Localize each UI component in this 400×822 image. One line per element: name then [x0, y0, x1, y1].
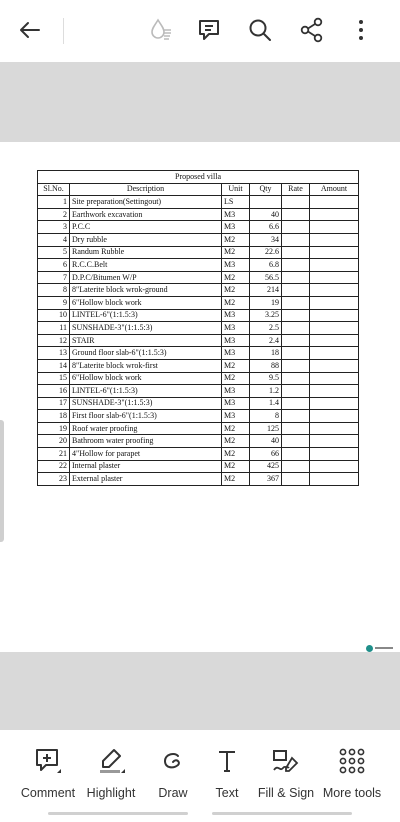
col-header-rate: Rate [282, 183, 310, 196]
cell-qty: 34 [250, 233, 282, 246]
cell-unit: M3 [222, 385, 250, 398]
cell-rate [282, 221, 310, 234]
cell-qty: 3.25 [250, 309, 282, 322]
cell-slno: 17 [38, 397, 70, 410]
scanner-logo-icon [366, 645, 373, 652]
cell-amount [310, 284, 359, 297]
cell-unit: M2 [222, 359, 250, 372]
table-row [38, 208, 359, 221]
table-row [38, 385, 359, 398]
cell-amount [310, 460, 359, 473]
cell-unit: M3 [222, 208, 250, 221]
cell-description: 6"Hollow block work [70, 296, 222, 309]
page-gap-bottom [0, 652, 400, 730]
cell-unit: M3 [222, 347, 250, 360]
cell-rate [282, 397, 310, 410]
cell-qty: 40 [250, 208, 282, 221]
cell-qty: 8 [250, 410, 282, 423]
cell-description: STAIR [70, 334, 222, 347]
table-row [38, 246, 359, 259]
cell-slno: 20 [38, 435, 70, 448]
col-header-qty: Qty [250, 183, 282, 196]
cell-rate [282, 259, 310, 272]
cell-qty: 18 [250, 347, 282, 360]
cell-unit: M3 [222, 397, 250, 410]
cell-description: 8"Laterite block wrok-ground [70, 284, 222, 297]
cell-slno: 23 [38, 473, 70, 486]
fill-sign-icon [248, 744, 324, 778]
table-row [38, 221, 359, 234]
cell-description: Bathroom water proofing [70, 435, 222, 448]
cell-rate [282, 347, 310, 360]
cell-qty: 40 [250, 435, 282, 448]
cell-rate [282, 296, 310, 309]
cell-description: LINTEL-6"(1:1.5:3) [70, 309, 222, 322]
liquid-mode-icon[interactable] [145, 14, 177, 46]
cell-slno: 8 [38, 284, 70, 297]
comment-tool-label: Comment [20, 786, 76, 800]
table-row [38, 233, 359, 246]
cell-description: D.P.C/Bitumen W/P [70, 271, 222, 284]
cell-amount [310, 359, 359, 372]
cell-unit: LS [222, 196, 250, 209]
nav-indicator-left [48, 812, 188, 815]
fill-sign-tool-label: Fill & Sign [257, 786, 315, 800]
cell-description: SUNSHADE-3"(1:1.5:3) [70, 322, 222, 335]
cell-qty [250, 196, 282, 209]
more-tools-label: More tools [322, 786, 382, 800]
cell-description: Ground floor slab-6"(1:1.5:3) [70, 347, 222, 360]
cell-amount [310, 322, 359, 335]
cell-rate [282, 422, 310, 435]
cell-unit: M3 [222, 410, 250, 423]
cell-amount [310, 208, 359, 221]
cell-qty: 88 [250, 359, 282, 372]
cell-unit: M2 [222, 422, 250, 435]
toolbar-divider [63, 18, 64, 44]
cell-rate [282, 435, 310, 448]
document-page[interactable] [0, 142, 400, 652]
cell-rate [282, 473, 310, 486]
cell-qty: 9.5 [250, 372, 282, 385]
cell-amount [310, 347, 359, 360]
cell-amount [310, 448, 359, 461]
scanner-watermark [366, 644, 393, 652]
cell-qty: 56.5 [250, 271, 282, 284]
cell-slno: 10 [38, 309, 70, 322]
table-row [38, 309, 359, 322]
table-row [38, 296, 359, 309]
cell-qty: 425 [250, 460, 282, 473]
cell-rate [282, 271, 310, 284]
cell-qty: 367 [250, 473, 282, 486]
cell-description: 8"Laterite block wrok-first [70, 359, 222, 372]
cell-rate [282, 372, 310, 385]
cell-amount [310, 410, 359, 423]
table-row [38, 372, 359, 385]
cell-description: P.C.C [70, 221, 222, 234]
cell-amount [310, 296, 359, 309]
cell-slno: 19 [38, 422, 70, 435]
table-row [38, 271, 359, 284]
cell-slno: 2 [38, 208, 70, 221]
cell-slno: 15 [38, 372, 70, 385]
cell-description: Internal plaster [70, 460, 222, 473]
highlight-tool-label: Highlight [86, 786, 136, 800]
cell-unit: M3 [222, 322, 250, 335]
cell-amount [310, 196, 359, 209]
cell-slno: 22 [38, 460, 70, 473]
cell-description: First floor slab-6"(1:1.5:3) [70, 410, 222, 423]
page-gap-top [0, 62, 400, 142]
cell-slno: 5 [38, 246, 70, 259]
cell-qty: 1.2 [250, 385, 282, 398]
scroll-handle[interactable] [0, 420, 4, 542]
table-row [38, 397, 359, 410]
cell-unit: M2 [222, 372, 250, 385]
cell-qty: 6.8 [250, 259, 282, 272]
cell-unit: M2 [222, 284, 250, 297]
comment-list-icon[interactable] [194, 14, 226, 46]
draw-tool-label: Draw [158, 786, 188, 800]
cell-unit: M2 [222, 473, 250, 486]
cell-description: Earthwork excavation [70, 208, 222, 221]
cell-unit: M2 [222, 460, 250, 473]
col-header-slno: Sl.No. [38, 183, 70, 196]
cell-qty: 6.6 [250, 221, 282, 234]
cell-rate [282, 309, 310, 322]
cell-unit: M2 [222, 296, 250, 309]
fill-sign-tool[interactable] [248, 744, 324, 800]
table-row [38, 435, 359, 448]
table-row [38, 196, 359, 209]
bottom-toolbar [0, 730, 400, 822]
col-header-unit: Unit [222, 183, 250, 196]
table-row [38, 322, 359, 335]
cell-amount [310, 309, 359, 322]
cell-description: External plaster [70, 473, 222, 486]
table-row [38, 334, 359, 347]
cell-amount [310, 435, 359, 448]
cell-description: SUNSHADE-3"(1:1.5:3) [70, 397, 222, 410]
cell-amount [310, 422, 359, 435]
cell-qty: 19 [250, 296, 282, 309]
table-row [38, 448, 359, 461]
table-row [38, 460, 359, 473]
cell-slno: 4 [38, 233, 70, 246]
cell-slno: 1 [38, 196, 70, 209]
nav-indicator-right [212, 812, 352, 815]
table-row [38, 410, 359, 423]
cell-rate [282, 385, 310, 398]
cell-description: R.C.C.Belt [70, 259, 222, 272]
table-title-row [38, 171, 359, 184]
cell-amount [310, 259, 359, 272]
cell-description: 6"Hollow block work [70, 372, 222, 385]
cell-unit: M2 [222, 448, 250, 461]
cell-amount [310, 372, 359, 385]
top-app-bar [0, 0, 400, 62]
cell-unit: M2 [222, 233, 250, 246]
table-header-row [38, 183, 359, 196]
cell-description: Randum Rubble [70, 246, 222, 259]
cell-slno: 11 [38, 322, 70, 335]
cell-amount [310, 397, 359, 410]
cell-description: Roof water proofing [70, 422, 222, 435]
cell-qty: 1.4 [250, 397, 282, 410]
text-tool-label: Text [215, 786, 239, 800]
cell-description: LINTEL-6"(1:1.5:3) [70, 385, 222, 398]
cell-amount [310, 385, 359, 398]
cell-qty: 125 [250, 422, 282, 435]
cell-qty: 2.4 [250, 334, 282, 347]
cell-slno: 3 [38, 221, 70, 234]
more-vert-icon[interactable] [345, 14, 377, 46]
more-tools[interactable] [314, 744, 390, 800]
cell-unit: M2 [222, 246, 250, 259]
table-row [38, 259, 359, 272]
col-header-description: Description [70, 183, 222, 196]
cell-slno: 12 [38, 334, 70, 347]
cell-slno: 6 [38, 259, 70, 272]
col-header-amount: Amount [310, 183, 359, 196]
cell-description: 4"Hollow for parapet [70, 448, 222, 461]
cell-amount [310, 271, 359, 284]
cell-qty: 22.6 [250, 246, 282, 259]
cell-rate [282, 359, 310, 372]
cell-slno: 18 [38, 410, 70, 423]
table-row [38, 347, 359, 360]
cell-unit: M3 [222, 334, 250, 347]
cell-unit: M2 [222, 435, 250, 448]
grid-icon [314, 744, 390, 778]
cell-rate [282, 322, 310, 335]
cell-rate [282, 208, 310, 221]
cell-slno: 13 [38, 347, 70, 360]
cell-slno: 21 [38, 448, 70, 461]
cell-qty: 214 [250, 284, 282, 297]
cell-description: Dry rubble [70, 233, 222, 246]
cell-amount [310, 334, 359, 347]
cell-rate [282, 196, 310, 209]
cell-rate [282, 448, 310, 461]
cell-rate [282, 284, 310, 297]
cell-description: Site preparation(Settingout) [70, 196, 222, 209]
cell-amount [310, 246, 359, 259]
table-row [38, 359, 359, 372]
cell-rate [282, 246, 310, 259]
table-row [38, 473, 359, 486]
cell-qty: 66 [250, 448, 282, 461]
cell-amount [310, 233, 359, 246]
cell-amount [310, 221, 359, 234]
share-icon[interactable] [296, 14, 328, 46]
cell-rate [282, 334, 310, 347]
cell-rate [282, 233, 310, 246]
table-title: Proposed villa [38, 171, 359, 184]
cell-slno: 14 [38, 359, 70, 372]
cell-slno: 7 [38, 271, 70, 284]
cell-qty: 2.5 [250, 322, 282, 335]
cell-unit: M3 [222, 259, 250, 272]
table-row [38, 284, 359, 297]
cell-rate [282, 410, 310, 423]
cell-unit: M2 [222, 271, 250, 284]
cell-unit: M3 [222, 309, 250, 322]
cell-rate [282, 460, 310, 473]
estimate-table [37, 170, 359, 486]
table-row [38, 422, 359, 435]
scanner-logo-text [375, 647, 393, 649]
cell-unit: M3 [222, 221, 250, 234]
cell-slno: 9 [38, 296, 70, 309]
cell-slno: 16 [38, 385, 70, 398]
search-icon[interactable] [244, 14, 276, 46]
back-arrow-icon[interactable] [14, 14, 46, 46]
cell-amount [310, 473, 359, 486]
